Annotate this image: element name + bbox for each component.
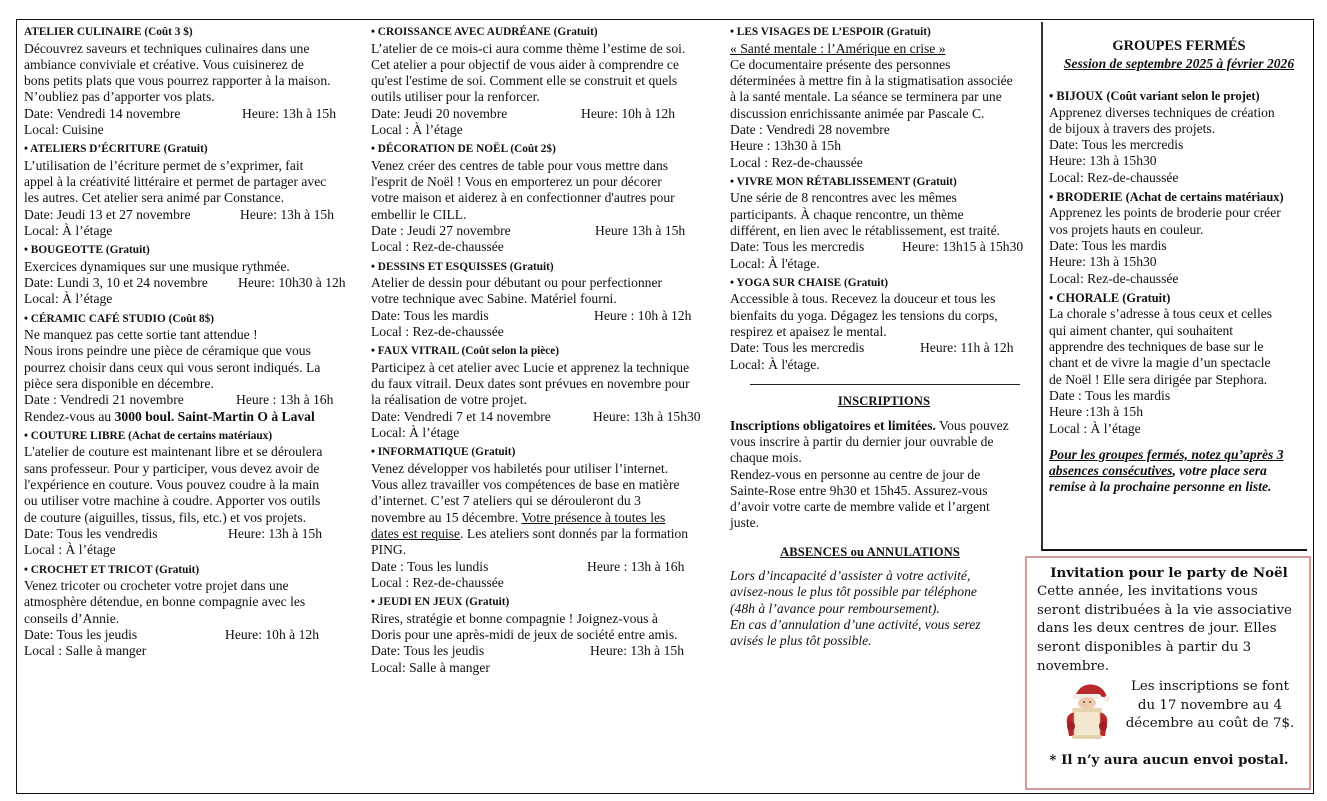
activity-description-line: Venez développer vos habiletés pour utiliser l’internet.	[371, 460, 669, 476]
invitation-line: novembre.	[1037, 658, 1110, 674]
absences-section	[730, 544, 1010, 650]
activity-date: Date: Tous les jeudis	[371, 643, 485, 659]
activity-description-line: Accessible à tous. Recevez la douceur et tous les	[730, 291, 996, 307]
activity-description-line: ou utiliser votre machine à coudre. Apporter vos outils	[24, 493, 321, 509]
activity-date: Date: Jeudi 20 novembre	[371, 105, 508, 121]
activity-description-line: Rires, stratégie et bonne compagnie ! Joignez-vous à	[371, 610, 658, 626]
inscriptions-line: Rendez-vous en personne au centre de jour de	[730, 466, 981, 482]
activity-date: Date: Vendredi 14 novembre	[24, 105, 181, 121]
activity-cost: (Gratuit)	[471, 446, 516, 459]
activity-description-line: de couture (aiguilles, tissus, fils, etc.) et vos projets.	[24, 509, 307, 525]
group-bijoux	[1049, 89, 1309, 186]
activity-description-line: participants. À chaque rencontre, un thème	[730, 206, 964, 222]
activity-description-line: à la santé mentale. La séance se terminera par une	[730, 89, 1002, 105]
activity-time: Heure : 13h à 16h	[236, 392, 334, 408]
activity-time: Heure 13h à 15h	[595, 222, 686, 238]
activity-date: Date : Vendredi 28 novembre	[730, 121, 890, 137]
activity-time: Heure: 13h15 à 15h30	[902, 239, 1024, 255]
activity-description-line: Vous allez travailler vos compétences de base en matière	[371, 477, 680, 493]
activity-description-line: Ce documentaire présente des personnes	[730, 56, 951, 72]
session-period: Session de septembre 2025 à février 2026	[1063, 56, 1295, 71]
activity-atelier-culinaire	[24, 25, 364, 138]
activity-description-line: l'expérience en couture. Vous pouvez coudre à la main	[24, 477, 320, 493]
activity-title: COUTURE LIBRE	[30, 429, 126, 442]
activity-description-line: les autres. Cet atelier sera animé par Constance.	[24, 190, 285, 206]
activity-time: Heure: 13h à 15h	[590, 643, 684, 659]
activity-title: DÉCORATION DE NOËL	[377, 143, 508, 156]
activity-description-line: PING.	[371, 542, 407, 558]
activity-vivre-retablissement: • VIVRE MON RÉTABLISSEMENT (Gratuit) Une série de 8 rencontres avec les mêmes participants. À chaque rencontre, un thème différent, en lien avec le rétablissement, est traité. Date: Tous les mercredis Heure: 13h15 à 15h30 Local: À l'étage.	[730, 175, 1038, 272]
santa-claus-icon	[1059, 680, 1117, 742]
activity-description-line: Doris pour une après-midi de jeux de société entre amis.	[371, 626, 678, 642]
activity-description-line: qu'est l'estime de soi. Comment elle se construit et quels	[371, 73, 678, 89]
activity-description-line: ambiance conviviale et créative. Vous cuisinerez de	[24, 56, 304, 72]
activity-description-line: Découvrez saveurs et techniques culinaires dans une	[24, 40, 310, 56]
activity-title: ATELIERS D’ÉCRITURE	[30, 143, 161, 156]
activity-cost: (Coût 2$)	[510, 143, 556, 156]
activity-description-line: L’utilisation de l’écriture permet de s’exprimer, fait	[24, 157, 304, 173]
group-cost: (Gratuit)	[1122, 290, 1171, 305]
activity-cost: (Coût selon la pièce)	[461, 345, 560, 358]
activity-ateliers-ecriture: • ATELIERS D’ÉCRITURE (Gratuit) L’utilisation de l’écriture permet de s’exprimer, fait appel à la créativité littéraire et permet de partager avec les autres. Cet atelier sera animé par Constance. Date: Jeudi 13 et 27 novembre Heure: 13h à 15h Local: À l’étage	[24, 142, 364, 239]
activity-description-line: discussion enrichissante animée par Pascale C.	[730, 105, 985, 121]
group-description-line: La chorale s’adresse à tous ceux et celles	[1049, 306, 1273, 322]
activity-title: BOUGEOTTE	[30, 244, 103, 257]
activity-cost: (Gratuit)	[509, 260, 554, 273]
activity-description-line: Atelier de dessin pour débutant ou pour perfectionner	[371, 275, 663, 291]
invitation-title: Invitation pour le party de Noël	[1050, 565, 1288, 581]
inscriptions-heading: INSCRIPTIONS	[837, 394, 931, 409]
closed-groups-bottom-divider	[1041, 549, 1307, 551]
activity-time: Heure: 11h à 12h	[920, 340, 1014, 356]
group-title: • CHORALE	[1049, 290, 1120, 305]
activity-description-line: respirez et apaisez le mental.	[730, 323, 887, 339]
activity-cost: (Gratuit)	[105, 244, 150, 257]
activity-location: Local: À l'étage.	[730, 356, 820, 372]
absences-line: avisés le plus tôt possible.	[730, 633, 872, 649]
group-description-line: apprendre des techniques de base sur le	[1049, 339, 1264, 355]
activity-time: Heure : 13h30 à 15h	[730, 138, 841, 154]
group-description-line: qui aiment chanter, qui souhaitent	[1049, 322, 1234, 338]
meeting-address: 3000 boul. Saint-Martin O à Laval	[114, 408, 315, 424]
inscriptions-line: d’avoir votre carte de membre valide et l’argent	[730, 499, 990, 515]
group-description-line: de bijoux à travers des projets.	[1049, 120, 1216, 136]
absence-policy-note: Pour les groupes fermés, notez qu’après 3 absences consécutives, votre place sera remise à la prochaine personne en liste.	[1049, 446, 1284, 495]
activity-description-line: L’atelier de ce mois-ci aura comme thème l’estime de soi.	[371, 40, 686, 56]
activity-description-line: embellir le CILL.	[371, 206, 467, 222]
activity-title: INFORMATIQUE	[377, 446, 469, 459]
column-3	[730, 25, 1038, 650]
activity-date: Date: Tous les jeudis	[24, 626, 138, 642]
activity-date: Date: Jeudi 13 et 27 novembre	[24, 206, 191, 222]
activity-dessins-esquisses: • DESSINS ET ESQUISSES (Gratuit) Atelier de dessin pour débutant ou pour perfectionner votre technique avec Sabine. Matériel fourni. Date: Tous les mardis Heure : 10h à 12h Local : Rez-de-chaussée	[371, 260, 723, 341]
group-location: Local: Rez-de-chaussée	[1049, 169, 1179, 185]
attendance-requirement: Votre présence à toutes les	[521, 509, 666, 525]
activity-cost: (Gratuit)	[912, 175, 957, 188]
activity-description-line: N’oubliez pas d’apporter vos plats.	[24, 89, 215, 105]
activity-description-line: bienfaits du yoga. Dégagez les tensions du corps,	[730, 307, 998, 323]
attendance-requirement: dates est requise	[371, 525, 461, 541]
activity-time: Heure: 10h à 12h	[581, 105, 675, 121]
group-date: Date: Tous les mercredis	[1049, 137, 1184, 153]
activity-location: Local : À l’étage	[24, 542, 116, 558]
activity-description-line: la réalisation de votre projet.	[371, 392, 527, 408]
activity-description-line: Ne manquez pas cette sortie tant attendue !	[24, 327, 258, 343]
activity-description-line: Venez créer des centres de table pour vous mettre dans	[371, 157, 669, 173]
absences-heading: ABSENCES ou ANNULATIONS	[780, 544, 960, 559]
group-description-line: Apprenez les points de broderie pour créer	[1049, 205, 1281, 221]
group-location: Local: Rez-de-chaussée	[1049, 270, 1179, 286]
invitation-line: dans les deux centres de jour. Elles	[1037, 621, 1277, 637]
closed-groups-divider	[1041, 22, 1043, 550]
activity-date: Date : Tous les lundis	[371, 558, 489, 574]
activity-location: Local : Rez-de-chaussée	[730, 154, 863, 170]
invitation-line: seront disponibles à partir du 3	[1037, 640, 1252, 656]
activity-cost: (Gratuit)	[155, 563, 200, 576]
activity-time: Heure: 13h à 15h	[240, 206, 334, 222]
group-title: • BIJOUX	[1049, 89, 1104, 103]
activity-location: Local: À l'étage.	[730, 255, 820, 271]
activity-date: Date: Tous les mercredis	[730, 340, 865, 356]
activity-location: Local : À l’étage	[371, 121, 463, 137]
registration-info: Les inscriptions se font du 17 novembre au 4 décembre au coût de 7$.	[1125, 678, 1295, 732]
activity-description-line: Participez à cet atelier avec Lucie et apprenez la technique	[371, 359, 690, 375]
activity-title: YOGA SUR CHAISE	[736, 276, 842, 289]
inscriptions-line: Sainte-Rose entre 9h30 et 15h45. Assurez-vous	[730, 482, 988, 498]
activity-time: Heure : 10h à 12h	[594, 307, 692, 323]
activity-location: Local : Rez-de-chaussée	[371, 574, 504, 590]
activity-description-line: Cet atelier a pour objectif de vous aider à comprendre ce	[371, 56, 679, 72]
group-description-line: vos projets hauts en couleur.	[1049, 221, 1204, 237]
group-time: Heure: 13h à 15h30	[1049, 254, 1157, 270]
activity-time: Heure: 13h à 15h30	[593, 408, 701, 424]
activity-description-line: conseils d’Annie.	[24, 610, 120, 626]
activity-date: Date: Tous les vendredis	[24, 525, 158, 541]
activity-title: LES VISAGES DE L’ESPOIR	[736, 26, 885, 38]
activity-description-line: atmosphère détendue, en bonne compagnie avec les	[24, 594, 306, 610]
activity-ceramic-cafe-studio: • CÉRAMIC CAFÉ STUDIO (Coût 8$) Ne manquez pas cette sortie tant attendue ! Nous irons peindre une pièce de céramique que vous pourrez choisir dans ceux qui vous seront indiqués. La pièce sera disponible en décembre. Date : Vendredi 21 novembre Heure : 13h à 16h Rendez-vous au 3000 boul. Saint-Martin O à Laval	[24, 312, 364, 425]
activity-location: Local: Salle à manger	[371, 659, 490, 675]
activity-title: JEUDI EN JEUX	[377, 596, 463, 609]
activity-cost: (Gratuit)	[163, 143, 208, 156]
activity-description-line: du faux vitrail. Deux dates sont prévues en novembre pour	[371, 376, 690, 392]
inscriptions-lead: Inscriptions obligatoires et limitées.	[730, 417, 936, 433]
activity-description-line: pourrez choisir dans ceux qui vous seront indiqués. La	[24, 359, 321, 375]
activity-description-line: déterminées à mettre fin à la stigmatisation associée	[730, 73, 1013, 89]
group-cost: (Coût variant selon le projet)	[1106, 89, 1260, 103]
group-broderie	[1049, 190, 1309, 287]
activity-location: Local: Cuisine	[24, 121, 104, 137]
activity-title: FAUX VITRAIL	[377, 345, 459, 358]
activity-time: Heure: 13h à 15h	[242, 105, 336, 121]
activity-informatique: • INFORMATIQUE (Gratuit) Venez développer vos habiletés pour utiliser l’internet. Vous allez travailler vos compétences de base en matière d’internet. C’est 7 ateliers qui se dérouleront du 3 novembre au 15 décembre. Votre présence à toutes les dates est requise. Les ateliers sont donnés par la formation PING. Date : Tous les lundis Heure : 13h à 16h Local : Rez-de-chaussée	[371, 445, 723, 591]
activity-description-line: différent, en lien avec le rétablissement, est traité.	[730, 222, 1000, 238]
activity-cost: (Gratuit)	[886, 26, 931, 38]
invitation-line: seront distribuées à la vie associative	[1037, 602, 1292, 618]
activity-location: Local : Rez-de-chaussée	[371, 239, 504, 255]
activity-cost: (Achat de certains matériaux)	[128, 429, 273, 442]
activity-bougeotte: • BOUGEOTTE (Gratuit) Exercices dynamiques sur une musique rythmée. Date: Lundi 3, 10 et 24 novembre Heure: 10h30 à 12h Local: À l’étage	[24, 243, 364, 307]
group-time: Heure :13h à 15h	[1049, 404, 1143, 420]
activity-description-line: dates est requise. Les ateliers sont donnés par la formation	[371, 525, 689, 541]
closed-groups-panel	[1049, 38, 1309, 496]
column-2	[371, 25, 723, 680]
absences-line: (48h à l’avance pour remboursement).	[730, 600, 940, 616]
activity-date: Date : Vendredi 21 novembre	[24, 392, 184, 408]
activity-description-line: L'atelier de couture est maintenant libre et se déroulera	[24, 444, 323, 460]
activity-date: Date: Tous les mardis	[371, 307, 489, 323]
activity-location: Local : Salle à manger	[24, 643, 147, 659]
group-date: Date: Tous les mardis	[1049, 238, 1167, 254]
activity-cost: (Coût 8$)	[168, 312, 215, 325]
activity-title: CROCHET ET TRICOT	[30, 563, 153, 576]
activity-location: Local: À l’étage	[24, 222, 113, 238]
group-description-line: de Noël ! Elle sera dirigée par Stephora.	[1049, 371, 1268, 387]
activity-title: DESSINS ET ESQUISSES	[377, 260, 507, 273]
section-separator	[750, 384, 1020, 386]
inscriptions-line: vous inscrire à partir du dernier jour ouvrable de	[730, 433, 994, 449]
activity-cost: (Gratuit)	[553, 26, 598, 38]
activity-location: Local: À l’étage	[24, 291, 113, 307]
activity-location: Local: À l’étage	[371, 424, 460, 440]
activity-couture-libre: • COUTURE LIBRE (Achat de certains matériaux) L'atelier de couture est maintenant libre et se déroulera sans professeur. Pour y participer, vous devez avoir de l'expérience en couture. Vous pouvez coudre à la main ou utiliser votre machine à coudre. Apporter vos outils de couture (aiguilles, tissus, fils, etc.) et vos projets. Date: Tous les vendredis Heure: 13h à 15h Local : À l’étage	[24, 429, 364, 559]
activity-location: Local : Rez-de-chaussée	[371, 323, 504, 339]
activity-description-line: d’internet. C’est 7 ateliers qui se dérouleront du 3	[371, 493, 641, 509]
activity-visages-espoir: • LES VISAGES DE L’ESPOIR (Gratuit) « Santé mentale : l’Amérique en crise » Ce documentaire présente des personnes déterminées à mettre fin à la stigmatisation associée à la santé mentale. La séance se terminera par une discussion enrichissante animée par Pascale C. Date : Vendredi 28 novembre Heure : 13h30 à 15h Local : Rez-de-chaussée	[730, 25, 1038, 171]
christmas-invitation-box	[1025, 556, 1311, 790]
activity-crochet-tricot: • CROCHET ET TRICOT (Gratuit) Venez tricoter ou crocheter votre projet dans une atmosphère détendue, en bonne compagnie avec les conseils d’Annie. Date: Tous les jeudis Heure: 10h à 12h Local : Salle à manger	[24, 563, 364, 660]
activity-date: Date: Lundi 3, 10 et 24 novembre	[24, 275, 208, 291]
activity-description-line: Nous irons peindre une pièce de céramique que vous	[24, 343, 311, 359]
activity-decoration-noel: • DÉCORATION DE NOËL (Coût 2$) Venez créer des centres de table pour vous mettre dans l'esprit de Noël ! Vous en emporterez un pour décorer votre maison et aiderez à en confectionner d'autres pour embellir le CILL. Date : Jeudi 27 novembre Heure 13h à 15h Local : Rez-de-chaussée	[371, 142, 723, 255]
absences-line: Lors d’incapacité d’assister à votre activité,	[730, 568, 971, 584]
activity-description-line: votre maison et aiderez à en confectionner d'autres pour	[371, 190, 675, 206]
invitation-line: Cette année, les invitations vous	[1037, 583, 1258, 599]
group-time: Heure: 13h à 15h30	[1049, 153, 1157, 169]
activity-date: Date: Tous les mercredis	[730, 239, 865, 255]
group-title: • BRODERIE	[1049, 189, 1123, 204]
activity-title: CÉRAMIC CAFÉ STUDIO	[30, 312, 166, 325]
activity-croissance-audreane: • CROISSANCE AVEC AUDRÉANE (Gratuit) L’atelier de ce mois-ci aura comme thème l’estime de soi. Cet atelier a pour objectif de vous aider à comprendre ce qu'est l'estime de soi. Comment elle se construit et quels outils utiliser pour la renforcer. Date: Jeudi 20 novembre Heure: 10h à 12h Local : À l’étage	[371, 25, 723, 138]
column-1	[24, 25, 364, 664]
inscriptions-line: juste.	[730, 515, 760, 531]
group-date: Date : Tous les mardis	[1049, 387, 1171, 403]
inscriptions-section: INSCRIPTIONS Inscriptions obligatoires et limitées. Vous pouvez vous inscrire à partir du dernier jour ouvrable de chaque mois. Rendez-vous en personne au centre de jour de Sainte-Rose entre 9h30 et 15h45. Assurez-vous d’avoir votre carte de membre valide et l’argent juste.	[730, 393, 1038, 531]
group-cost: (Achat de certains matériaux)	[1125, 189, 1284, 204]
activity-yoga-chaise: • YOGA SUR CHAISE (Gratuit) Accessible à tous. Recevez la douceur et tous les bienfaits du yoga. Dégagez les tensions du corps, respirez et apaisez le mental. Date: Tous les mercredis Heure: 11h à 12h Local: À l'étage.	[730, 276, 1038, 373]
activity-description-line: outils utiliser pour la renforcer.	[371, 89, 540, 105]
activity-cost: (Gratuit)	[844, 276, 888, 289]
activity-faux-vitrail: • FAUX VITRAIL (Coût selon la pièce) Participez à cet atelier avec Lucie et apprenez la technique du faux vitrail. Deux dates sont prévues en novembre pour la réalisation de votre projet. Date: Vendredi 7 et 14 novembre Heure: 13h à 15h30 Local: À l’étage	[371, 344, 723, 441]
activity-location: Rendez-vous au 3000 boul. Saint-Martin O à Laval	[24, 408, 315, 424]
absences-line: En cas d’annulation d’une activité, vous serez	[730, 616, 981, 632]
inscriptions-line: chaque mois.	[730, 450, 802, 466]
group-description-line: Apprenez diverses techniques de création	[1049, 104, 1275, 120]
activity-title: CROISSANCE AVEC AUDRÉANE	[377, 26, 551, 38]
activity-title: ATELIER CULINAIRE	[24, 26, 142, 38]
activity-time: Heure: 13h à 15h	[228, 525, 322, 541]
activity-jeudi-en-jeux: • JEUDI EN JEUX (Gratuit) Rires, stratégie et bonne compagnie ! Joignez-vous à Doris pour une après-midi de jeux de société entre amis. Date: Tous les jeudis Heure: 13h à 15h Local: Salle à manger	[371, 595, 723, 676]
activity-description-line: pièce sera disponible en décembre.	[24, 376, 214, 392]
activity-description-line: l'esprit de Noël ! Vous en emporterez un pour décorer	[371, 174, 662, 190]
postal-note: * Il n’y aura aucun envoi postal.	[1049, 751, 1289, 768]
group-chorale	[1049, 291, 1309, 437]
documentary-title: « Santé mentale : l’Amérique en crise »	[730, 40, 946, 56]
activity-time: Heure : 13h à 16h	[587, 558, 685, 574]
activity-description-line: novembre au 15 décembre. Votre présence à toutes les	[371, 509, 666, 525]
activity-title: VIVRE MON RÉTABLISSEMENT	[736, 175, 911, 188]
activity-cost: (Gratuit)	[465, 596, 510, 609]
activity-time: Heure: 10h à 12h	[225, 626, 319, 642]
activity-cost: (Coût 3 $)	[144, 26, 193, 38]
activity-date: Date: Vendredi 7 et 14 novembre	[371, 408, 551, 424]
activity-description-line: votre technique avec Sabine. Matériel fourni.	[371, 291, 617, 307]
activity-description-line: Exercices dynamiques sur une musique rythmée.	[24, 258, 290, 274]
activity-description-line: Venez tricoter ou crocheter votre projet dans une	[24, 578, 289, 594]
activity-date: Date : Jeudi 27 novembre	[371, 222, 511, 238]
activity-description-line: appel à la créativité littéraire et permet de partager avec	[24, 174, 327, 190]
activity-description-line: sans professeur. Pour y participer, vous devez avoir de	[24, 460, 320, 476]
activity-description-line: Une série de 8 rencontres avec les mêmes	[730, 190, 957, 206]
absences-line: avisez-nous le plus tôt possible par téléphone	[730, 584, 977, 600]
closed-groups-heading: GROUPES FERMÉS	[1112, 38, 1246, 54]
activity-description-line: bons petits plats que vous pourrez rapporter à la maison.	[24, 73, 331, 89]
activity-time: Heure: 10h30 à 12h	[238, 275, 346, 291]
group-location: Local : À l’étage	[1049, 420, 1141, 436]
group-description-line: chant et de vivre la magie d’un spectacle	[1049, 355, 1271, 371]
